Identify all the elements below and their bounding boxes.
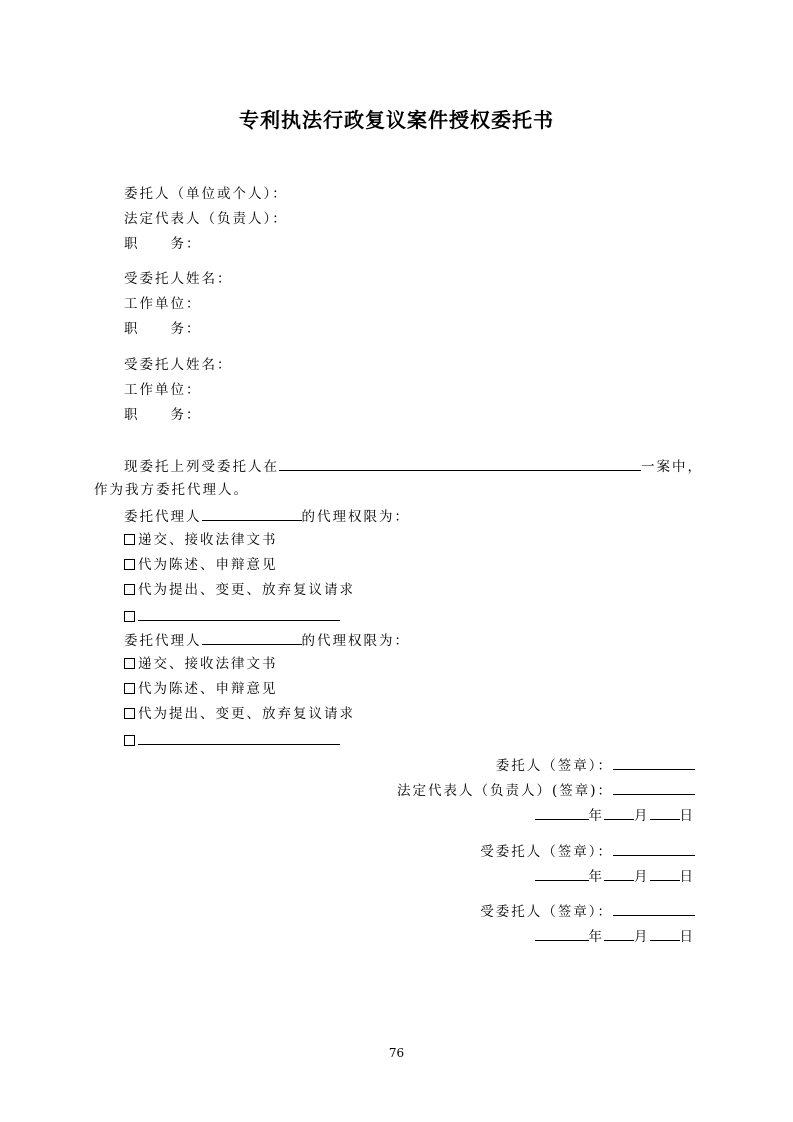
entrust-line <box>124 456 703 476</box>
option-label: 代为陈述、申辩意见 <box>138 681 278 697</box>
scope1-header <box>124 506 410 526</box>
agent2-position-label: 职 务： <box>124 407 202 423</box>
principal-sign-label: 委托人（签章）： <box>495 758 613 774</box>
scope2-option-3[interactable] <box>124 705 355 723</box>
page-title: 专利执法行政复议案件授权委托书 <box>239 108 554 132</box>
date-line-3 <box>535 926 696 946</box>
scope1-option-2[interactable] <box>124 556 278 574</box>
legal-rep-sign-line <box>397 780 695 800</box>
scope2-option-2[interactable] <box>124 680 278 698</box>
date-line-1 <box>535 805 696 825</box>
agent2-sign-blank[interactable] <box>613 901 695 916</box>
agent2-unit-label: 工作单位： <box>124 382 202 398</box>
entrust-suffix: 一案中， <box>641 459 703 475</box>
month-blank[interactable] <box>604 926 634 941</box>
agent2-name-label: 受委托人姓名： <box>124 357 233 373</box>
principal-sign-blank[interactable] <box>613 755 695 770</box>
date-line-2 <box>535 866 696 886</box>
scope2-agent-blank[interactable] <box>202 630 302 645</box>
checkbox-icon[interactable] <box>124 584 135 595</box>
scope2-prefix: 委托代理人 <box>124 633 202 649</box>
checkbox-icon[interactable] <box>124 611 135 622</box>
option-label: 递交、接收法律文书 <box>138 532 278 548</box>
scope1-agent-blank[interactable] <box>202 506 302 521</box>
agent1-position-label: 职 务： <box>124 321 202 337</box>
option-label: 代为提出、变更、放弃复议请求 <box>138 582 355 598</box>
principal-sign-line <box>496 755 695 775</box>
entrust-prefix: 现委托上列受委托人在 <box>124 459 279 475</box>
scope1-prefix: 委托代理人 <box>124 509 202 525</box>
day-label: 日 <box>679 869 695 885</box>
checkbox-icon[interactable] <box>124 534 135 545</box>
scope1-suffix: 的代理权限为： <box>301 509 410 525</box>
agent1-sign-blank[interactable] <box>613 841 695 856</box>
page-number: 76 <box>388 1046 405 1060</box>
agent2-sign-line <box>480 901 695 921</box>
legal-rep-sign-label: 法定代表人（负责人）(签章)： <box>396 783 613 799</box>
year-label: 年 <box>588 808 604 824</box>
year-label: 年 <box>588 869 604 885</box>
other-option-blank[interactable] <box>138 730 340 745</box>
principal-label: 委托人（单位或个人）： <box>124 186 288 202</box>
day-blank[interactable] <box>650 805 680 820</box>
scope2-option-1[interactable] <box>124 655 278 673</box>
agent1-name-label: 受委托人姓名： <box>124 271 233 287</box>
option-label: 代为提出、变更、放弃复议请求 <box>138 706 355 722</box>
month-blank[interactable] <box>604 805 634 820</box>
scope1-option-other[interactable] <box>124 606 340 626</box>
agent1-sign-label: 受委托人（签章）： <box>480 844 613 860</box>
day-label: 日 <box>679 929 695 945</box>
checkbox-icon[interactable] <box>124 708 135 719</box>
option-label: 代为陈述、申辩意见 <box>138 557 278 573</box>
option-label: 递交、接收法律文书 <box>138 656 278 672</box>
entrust-line2: 作为我方委托代理人。 <box>94 482 249 498</box>
day-blank[interactable] <box>650 866 680 881</box>
month-label: 月 <box>634 869 650 885</box>
year-blank[interactable] <box>535 926 589 941</box>
agent2-sign-label: 受委托人（签章）： <box>480 904 613 920</box>
scope2-header <box>124 630 410 650</box>
legal-rep-label: 法定代表人（负责人）： <box>124 211 288 227</box>
other-option-blank[interactable] <box>138 606 340 621</box>
year-blank[interactable] <box>535 866 589 881</box>
agent1-sign-line <box>480 841 695 861</box>
case-name-blank[interactable] <box>279 456 641 471</box>
checkbox-icon[interactable] <box>124 735 135 746</box>
legal-rep-sign-blank[interactable] <box>613 780 695 795</box>
principal-position-label: 职 务： <box>124 236 202 252</box>
month-label: 月 <box>634 929 650 945</box>
month-label: 月 <box>634 808 650 824</box>
month-blank[interactable] <box>604 866 634 881</box>
year-blank[interactable] <box>535 805 589 820</box>
year-label: 年 <box>588 929 604 945</box>
checkbox-icon[interactable] <box>124 683 135 694</box>
checkbox-icon[interactable] <box>124 559 135 570</box>
scope2-option-other[interactable] <box>124 730 340 750</box>
scope2-suffix: 的代理权限为： <box>301 633 410 649</box>
day-label: 日 <box>679 808 695 824</box>
checkbox-icon[interactable] <box>124 658 135 669</box>
scope1-option-3[interactable] <box>124 581 355 599</box>
scope1-option-1[interactable] <box>124 531 278 549</box>
day-blank[interactable] <box>650 926 680 941</box>
agent1-unit-label: 工作单位： <box>124 296 202 312</box>
